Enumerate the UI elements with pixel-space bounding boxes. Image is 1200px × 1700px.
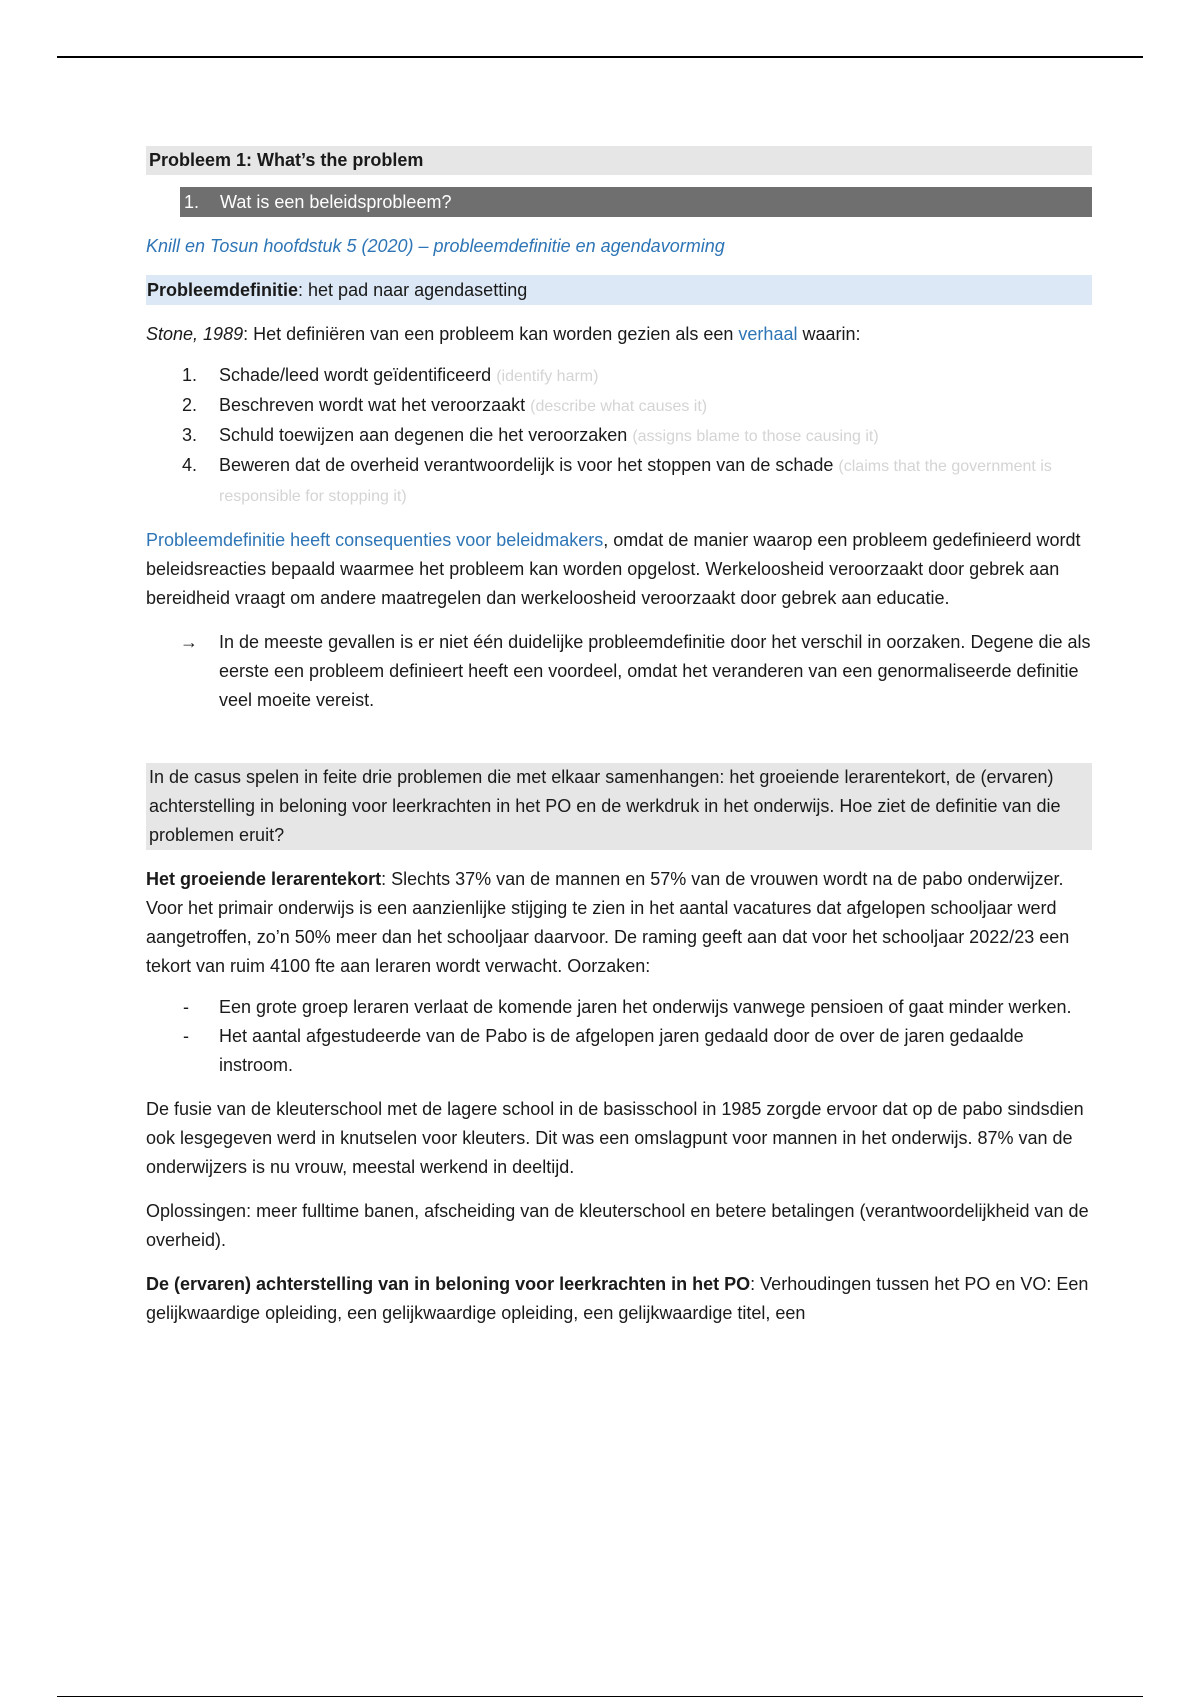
achterstelling-text: : Verhoudingen tussen het PO en VO: Een gelijkwaardige opleiding, een gelijkwaardige opleiding, een gelijkwaardige titel, een xyxy=(146,1274,1089,1323)
lerarentekort-paragraph xyxy=(146,865,1092,981)
list-number: 2. xyxy=(182,395,198,415)
causes-list xyxy=(146,993,1092,1080)
list-item xyxy=(146,391,1092,421)
arrow-note-text: In de meeste gevallen is er niet één duidelijke probleemdefinitie door het verschil in oorzaken. Degene die als eerste een probleem definieert heeft een voordeel, omdat het veranderen van een genormaliseerde definitie veel moeite vereist. xyxy=(219,632,1091,710)
heading-question xyxy=(180,187,1092,217)
harm-steps-list xyxy=(146,361,1092,511)
verhaal-term: verhaal xyxy=(738,324,798,344)
consequences-paragraph xyxy=(146,526,1092,613)
lerarentekort-heading: Het groeiende lerarentekort xyxy=(146,869,382,889)
heading-probleemdefinitie xyxy=(146,275,1092,305)
achterstelling-heading: De (ervaren) achterstelling van in beloning voor leerkrachten in het PO xyxy=(146,1274,751,1294)
list-item xyxy=(146,1022,1092,1080)
english-gloss: (identify harm) xyxy=(496,368,599,385)
consequences-text: , omdat de manier waarop een probleem gedefinieerd wordt beleidsreacties bepaald waarmee het probleem kan worden opgelost. Werkeloosheid veroorzaakt door gebrek aan bereidheid vraagt om andere maatregelen dan werkeloosheid veroorzaakt door gebrek aan educatie. xyxy=(146,530,1081,608)
arrow-note xyxy=(146,628,1092,715)
casus-box: In de casus spelen in feite drie problemen die met elkaar samenhangen: het groeiende lerarentekort, de (ervaren) achterstelling in beloning voor leerkrachten in het PO en de werkdruk in het onderwijs. Hoe ziet de definitie van die problemen eruit? xyxy=(146,763,1092,850)
list-item xyxy=(146,451,1092,511)
list-number: 1. xyxy=(182,365,198,385)
fusie-paragraph: De fusie van de kleuterschool met de lagere school in de basisschool in 1985 zorgde ervoor dat op de pabo sindsdien ook lesgegeven werd in knutselen voor kleuters. Dit was een omslagpunt voor mannen in het onderwijs. 87% van de onderwijzers is nu vrouw, meestal werkend in deeltijd. xyxy=(146,1099,1084,1177)
list-item xyxy=(146,993,1092,1022)
stone-text-end: waarin: xyxy=(797,324,861,344)
document-body xyxy=(146,146,1092,1328)
arrow-right-icon: → xyxy=(180,632,198,652)
list-number: 4. xyxy=(182,455,198,475)
heading-bold: Probleemdefinitie xyxy=(147,280,299,300)
heading-question-text: Wat is een beleidsprobleem? xyxy=(220,192,452,212)
lerarentekort-text: : Slechts 37% van de mannen en 57% van de vrouwen wordt na de pabo onderwijzer. Voor het primair onderwijs is een aanzienlijke stijging te zien in het aantal vacatures dat afgelopen schooljaar werd aangetroffen, zo’n 50% meer dan het schooljaar daarvoor. De raming geeft aan dat voor het schooljaar 2022/23 een tekort van ruim 4100 fte aan leraren wordt verwacht. Oorzaken: xyxy=(146,869,1070,976)
list-text: Beschreven wordt wat het veroorzaakt xyxy=(219,395,526,415)
consequences-term: Probleemdefinitie heeft consequenties voor beleidmakers xyxy=(146,530,604,550)
list-item xyxy=(146,361,1092,391)
heading-question-number: 1. xyxy=(184,192,200,212)
heading-rest: : het pad naar agendasetting xyxy=(298,280,528,300)
list-number: 3. xyxy=(182,425,198,445)
stone-citation: Stone, 1989 xyxy=(146,324,244,344)
list-text: Een grote groep leraren verlaat de komende jaren het onderwijs vanwege pensioen of gaat minder werken. xyxy=(219,997,1072,1017)
footer-rule xyxy=(57,1696,1143,1697)
list-text: Beweren dat de overheid verantwoordelijk is voor het stoppen van de schade xyxy=(219,455,834,475)
english-gloss: (claims that the government is responsible for stopping it) xyxy=(219,458,1052,505)
source-reference: Knill en Tosun hoofdstuk 5 (2020) – probleemdefinitie en agendavorming xyxy=(146,236,725,256)
list-text: Het aantal afgestudeerde van de Pabo is de afgelopen jaren gedaald door de over de jaren gedaalde instroom. xyxy=(219,1026,1024,1075)
heading-probleem-1: Probleem 1: What’s the problem xyxy=(146,146,1092,175)
english-gloss: (assigns blame to those causing it) xyxy=(632,428,879,445)
dash-bullet: - xyxy=(183,1026,189,1046)
english-gloss: (describe what causes it) xyxy=(530,398,708,415)
stone-paragraph xyxy=(146,320,1092,349)
achterstelling-paragraph xyxy=(146,1270,1092,1328)
list-item xyxy=(146,421,1092,451)
list-text: Schade/leed wordt geïdentificeerd xyxy=(219,365,492,385)
list-text: Schuld toewijzen aan degenen die het veroorzaken xyxy=(219,425,628,445)
dash-bullet: - xyxy=(183,997,189,1017)
header-rule xyxy=(57,56,1143,58)
stone-text: : Het definiëren van een probleem kan worden gezien als een xyxy=(243,324,739,344)
oplossingen-paragraph: Oplossingen: meer fulltime banen, afscheiding van de kleuterschool en betere betalingen (verantwoordelijkheid van de overheid). xyxy=(146,1201,1089,1250)
